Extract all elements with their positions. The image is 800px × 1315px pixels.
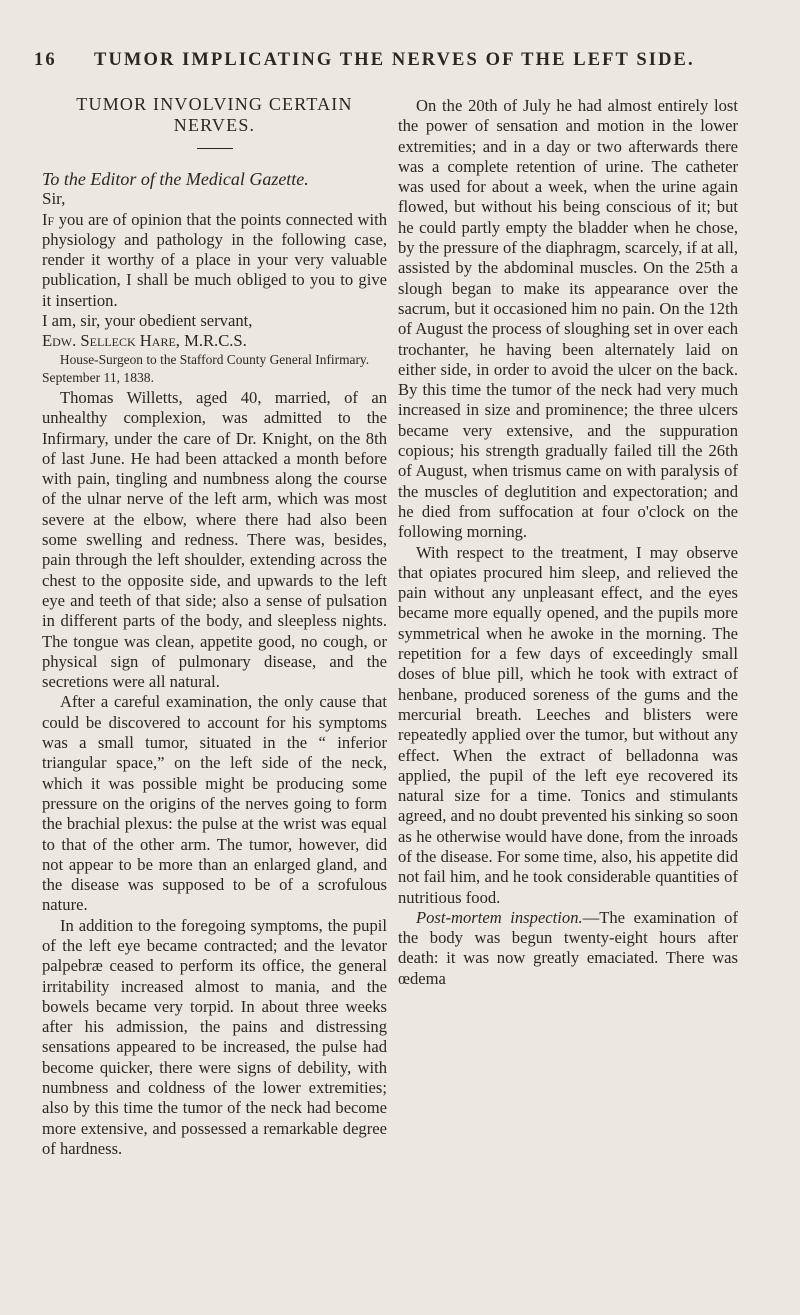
article-title-line2: NERVES. — [173, 115, 256, 135]
left-column — [42, 94, 387, 1159]
page-number: 16 — [34, 50, 57, 70]
right-column — [398, 96, 738, 989]
letter-author: Edw. Selleck Hare, M.R.C.S. — [42, 331, 247, 351]
paragraph-progression: On the 20th of July he had almost entirely lost the power of sensation and motion in the lower extremities; and in a day or two afterwards there was a complete retention of urine. The catheter was used for about a week, when the urine again flowed, but without his being conscious of it; but he could partly empty the bladder when he chose, by the pressure of the diaphragm, scarcely, if at all, assisted by the abdominal muscles. On the 25th a slough began to make its appearance over the sacrum, but it occasioned him no pain. On the 12th of August the process of sloughing set in over each trochanter, he having been alternately laid on either side, in order to avoid the ulcer on the back. By this time the tumor of the neck had very much increased in size and prominence; the three ulcers became very extensive, and the suppuration copious; his strength gradually failed till the 26th of August, when trismus came on with paralysis of the muscles of deglutition and expectoration; and he died from suffocation at four o'clock on the following morning. — [398, 96, 738, 542]
letter-date: September 11, 1838. — [42, 369, 155, 385]
running-header — [34, 50, 754, 71]
letter-closing: I am, sir, your obedient servant, — [42, 311, 253, 331]
paragraph-symptoms: In addition to the foregoing symptoms, the pupil of the left eye became contracted; and the levator palpebræ ceased to perform its office, the general irritability increased almost to mania, and the bowels became very torpid. In about three weeks after his admission, the pains and distressing sensations appeared to be increased, the pulse had become quicker, there were signs of debility, with numbness and coldness of the lower extremities; also by this time the tumor of the neck had become more extensive, and possessed a remarkable degree of hardness. — [42, 915, 387, 1158]
running-title: TUMOR IMPLICATING THE NERVES OF THE LEFT SIDE. — [94, 50, 695, 70]
letter-initial: If — [42, 209, 55, 229]
post-mortem-body: —The examination of the body was begun twenty-eight hours after death: it was now greatly emaciated. There was œdema — [398, 907, 738, 988]
paragraph-treatment: With respect to the treatment, I may observe that opiates procured him sleep, and relieved the pain without any unpleasant effect, and the eyes became more equally opened, and the pupils more symmetrical when he awoke in the morning. The repetition for a few days of exceedingly small doses of blue pill, which he took with extract of henbane, produced soreness of the gums and the mercurial breath. Leeches and blisters were repeatedly applied over the tumor, but without any effect. When the extract of belladonna was applied, the pupil of the left eye recovered its natural size for a time. Tonics and stimulants agreed, and no doubt prevented his sinking so soon as he otherwise would have done, from the inroads of the disease. For some time, also, his appetite did not fail him, and he took considerable quantities of nutritious food. — [398, 542, 738, 907]
author-title: House-Surgeon to the Stafford County General Infirmary. — [59, 351, 370, 367]
salutation: Sir, — [42, 189, 66, 209]
paragraph-post-mortem — [398, 908, 738, 989]
editor-address: To the Editor of the Medical Gazette. — [42, 169, 309, 189]
letter-body: you are of opinion that the points connected with physiology and pathology in the following case, render it worthy of a place in your very valuable publication, I shall be much obliged to you to give it insertion. — [42, 209, 387, 310]
article-title-line1: TUMOR INVOLVING CERTAIN — [76, 94, 353, 114]
paragraph-case-history: Thomas Willetts, aged 40, married, of an unhealthy complexion, was admitted to the Infirmary, under the care of Dr. Knight, on the 8th of last June. He had been attacked a month before with pain, tingling and numbness along the course of the ulnar nerve of the left arm, which was most severe at the elbow, where there had also been some swelling and redness. There was, besides, pain through the left shoulder, extending across the chest to the opposite side, and upwards to the left eye and teeth of that side; also a sense of pulsation in different parts of the body, and sleepless nights. The tongue was clean, appetite good, no cough, or physical sign of pulmonary disease, and the secretions were all natural. — [42, 387, 387, 692]
post-mortem-heading: Post-mortem inspection. — [416, 907, 583, 927]
letter-paragraph — [42, 210, 387, 311]
title-rule — [197, 148, 233, 149]
paragraph-examination: After a careful examination, the only cause that could be discovered to account for his symptoms was a small tumor, situated in the “ inferior triangular space,” on the left side of the neck, which it was possible might be producing some pressure on the origins of the nerves going to form the brachial plexus: the pulse at the wrist was equal to that of the other arm. The tumor, however, did not appear to be more than an enlarged gland, and the disease was supposed to be of a scrofulous nature. — [42, 692, 387, 915]
